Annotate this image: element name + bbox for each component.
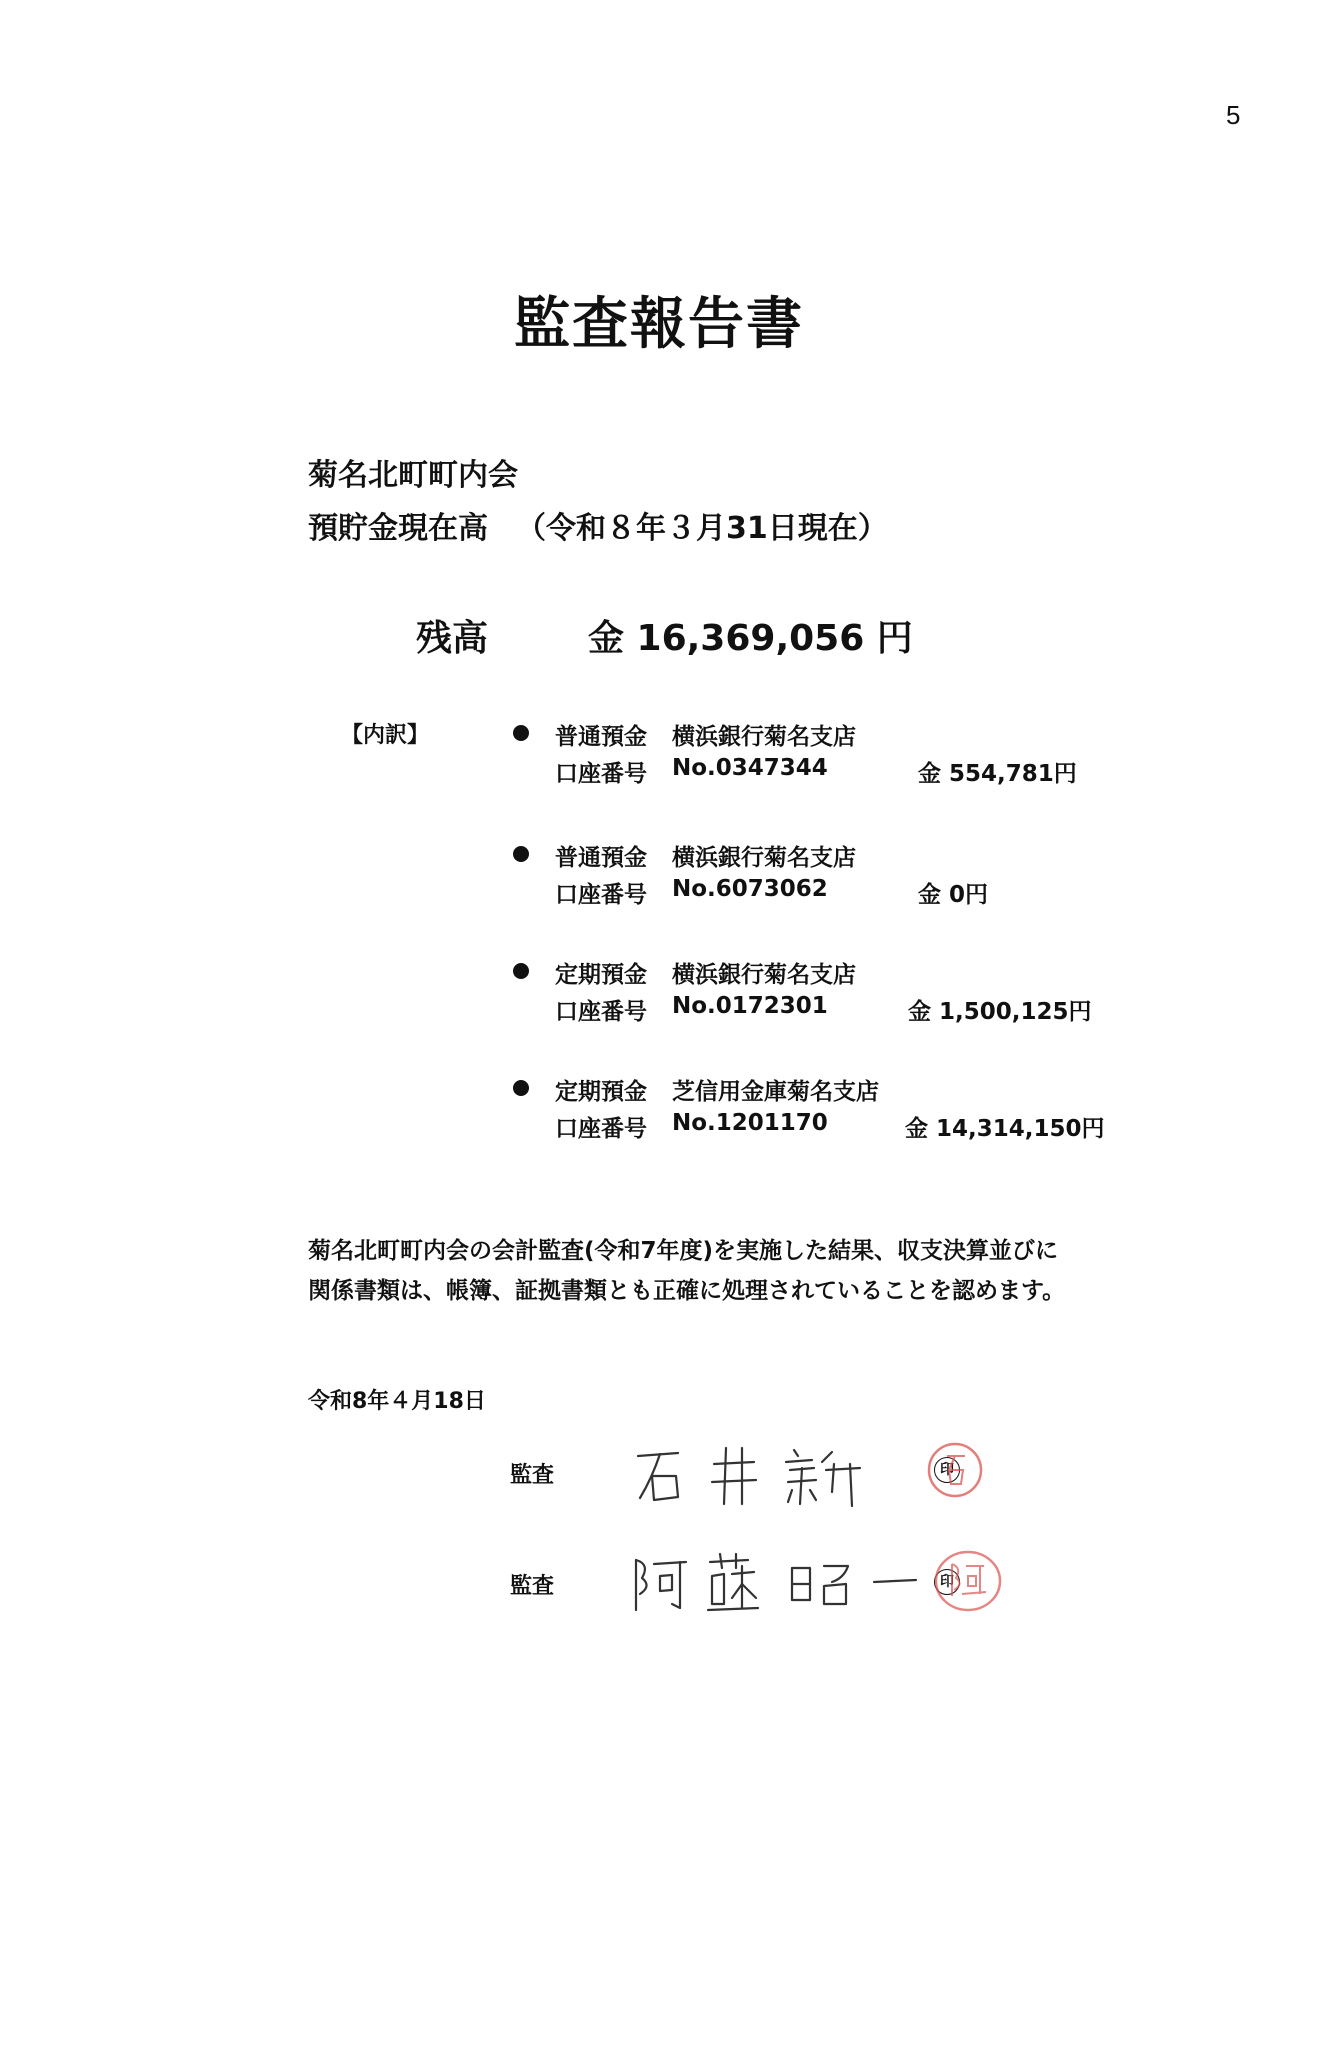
account-bank: 横浜銀行菊名支店 <box>672 962 856 988</box>
account-bank: 横浜銀行菊名支店 <box>672 724 856 750</box>
bullet-icon <box>513 725 529 741</box>
account-type: 普通預金 <box>555 724 647 750</box>
account-number-label: 口座番号 <box>555 882 647 908</box>
account-number-label: 口座番号 <box>555 1116 647 1142</box>
auditor-label: 監査 <box>510 1463 555 1488</box>
seal-mark-icon: 印 <box>934 1569 960 1595</box>
bullet-icon <box>513 963 529 979</box>
account-number: No.1201170 <box>672 1110 828 1136</box>
account-number: No.6073062 <box>672 876 828 902</box>
audit-statement-line: 関係書類は、帳簿、証拠書類とも正確に処理されていることを認めます。 <box>308 1278 1066 1304</box>
seal-mark-icon: 印 <box>934 1457 960 1483</box>
bullet-icon <box>513 1080 529 1096</box>
balance-label: 残高 <box>416 618 489 659</box>
personal-seal-icon <box>925 1440 985 1500</box>
signature-image <box>628 1548 928 1618</box>
account-number: No.0172301 <box>672 993 828 1019</box>
account-amount: 金 554,781円 <box>918 761 1077 787</box>
report-date: 令和8年４月18日 <box>308 1389 486 1414</box>
account-type: 定期預金 <box>555 1079 647 1105</box>
balance-amount: 金 16,369,056 円 <box>588 618 913 659</box>
bullet-icon <box>513 846 529 862</box>
account-number: No.0347344 <box>672 755 828 781</box>
deposit-heading-label: 預貯金現在高 <box>308 511 488 546</box>
audit-statement-line: 菊名北町町内会の会計監査(令和7年度)を実施した結果、収支決算並びに <box>308 1238 1059 1264</box>
account-amount: 金 14,314,150円 <box>905 1116 1105 1142</box>
document-title: 監査報告書 <box>514 292 804 357</box>
account-amount: 金 1,500,125円 <box>908 999 1092 1025</box>
account-bank: 芝信用金庫菊名支店 <box>672 1079 879 1105</box>
account-type: 定期預金 <box>555 962 647 988</box>
account-bank: 横浜銀行菊名支店 <box>672 845 856 871</box>
breakdown-label: 【内訳】 <box>341 723 430 748</box>
page-number: 5 <box>1226 100 1241 130</box>
account-type: 普通預金 <box>555 845 647 871</box>
organization-name: 菊名北町町内会 <box>308 458 518 493</box>
account-amount: 金 0円 <box>918 882 989 908</box>
signature-image <box>630 1440 880 1510</box>
auditor-label: 監査 <box>510 1574 555 1599</box>
deposit-heading <box>308 503 888 547</box>
deposit-heading-date: （令和８年３月31日現在） <box>516 511 888 546</box>
personal-seal-icon <box>932 1548 1004 1614</box>
account-number-label: 口座番号 <box>555 761 647 787</box>
account-number-label: 口座番号 <box>555 999 647 1025</box>
